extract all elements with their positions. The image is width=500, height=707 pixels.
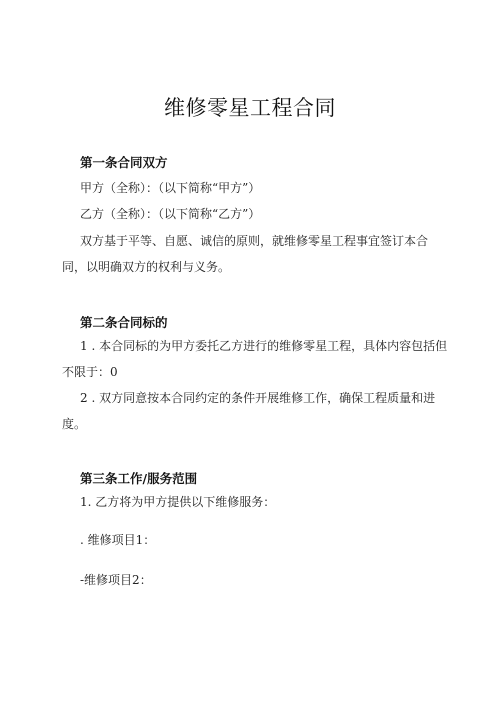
article-3-item-1: 1. 乙方将为甲方提供以下维修服务： xyxy=(80,495,276,509)
article-1-heading: 第一条合同双方 xyxy=(80,155,168,170)
article-2-item-1-line-1: 1 . 本合同标的为甲方委托乙方进行的维修零星工程，具体内容包括但 xyxy=(80,339,448,353)
document-title: 维修零星工程合同 xyxy=(164,96,336,120)
article-3-heading: 第三条工作/服务范围 xyxy=(80,471,198,486)
repair-project-2: -维修项目2： xyxy=(80,573,152,587)
article-1-paragraph-line-2: 同，以明确双方的权利与义务。 xyxy=(62,260,231,274)
party-b-line: 乙方（全称）：（以下简称“乙方”） xyxy=(80,207,261,221)
repair-project-1: . 维修项目1： xyxy=(80,533,156,547)
party-a-line: 甲方（全称）：（以下简称“甲方”） xyxy=(80,181,261,195)
article-2-item-1-line-2: 不限于：0 xyxy=(62,365,118,379)
article-2-item-2-line-2: 度。 xyxy=(62,417,87,431)
article-1-paragraph-line-1: 双方基于平等、自愿、诚信的原则，就维修零星工程事宜签订本合 xyxy=(80,234,429,248)
article-2-heading: 第二条合同标的 xyxy=(80,315,168,330)
article-2-item-2-line-1: 2 . 双方同意按本合同约定的条件开展维修工作，确保工程质量和进 xyxy=(80,391,436,405)
